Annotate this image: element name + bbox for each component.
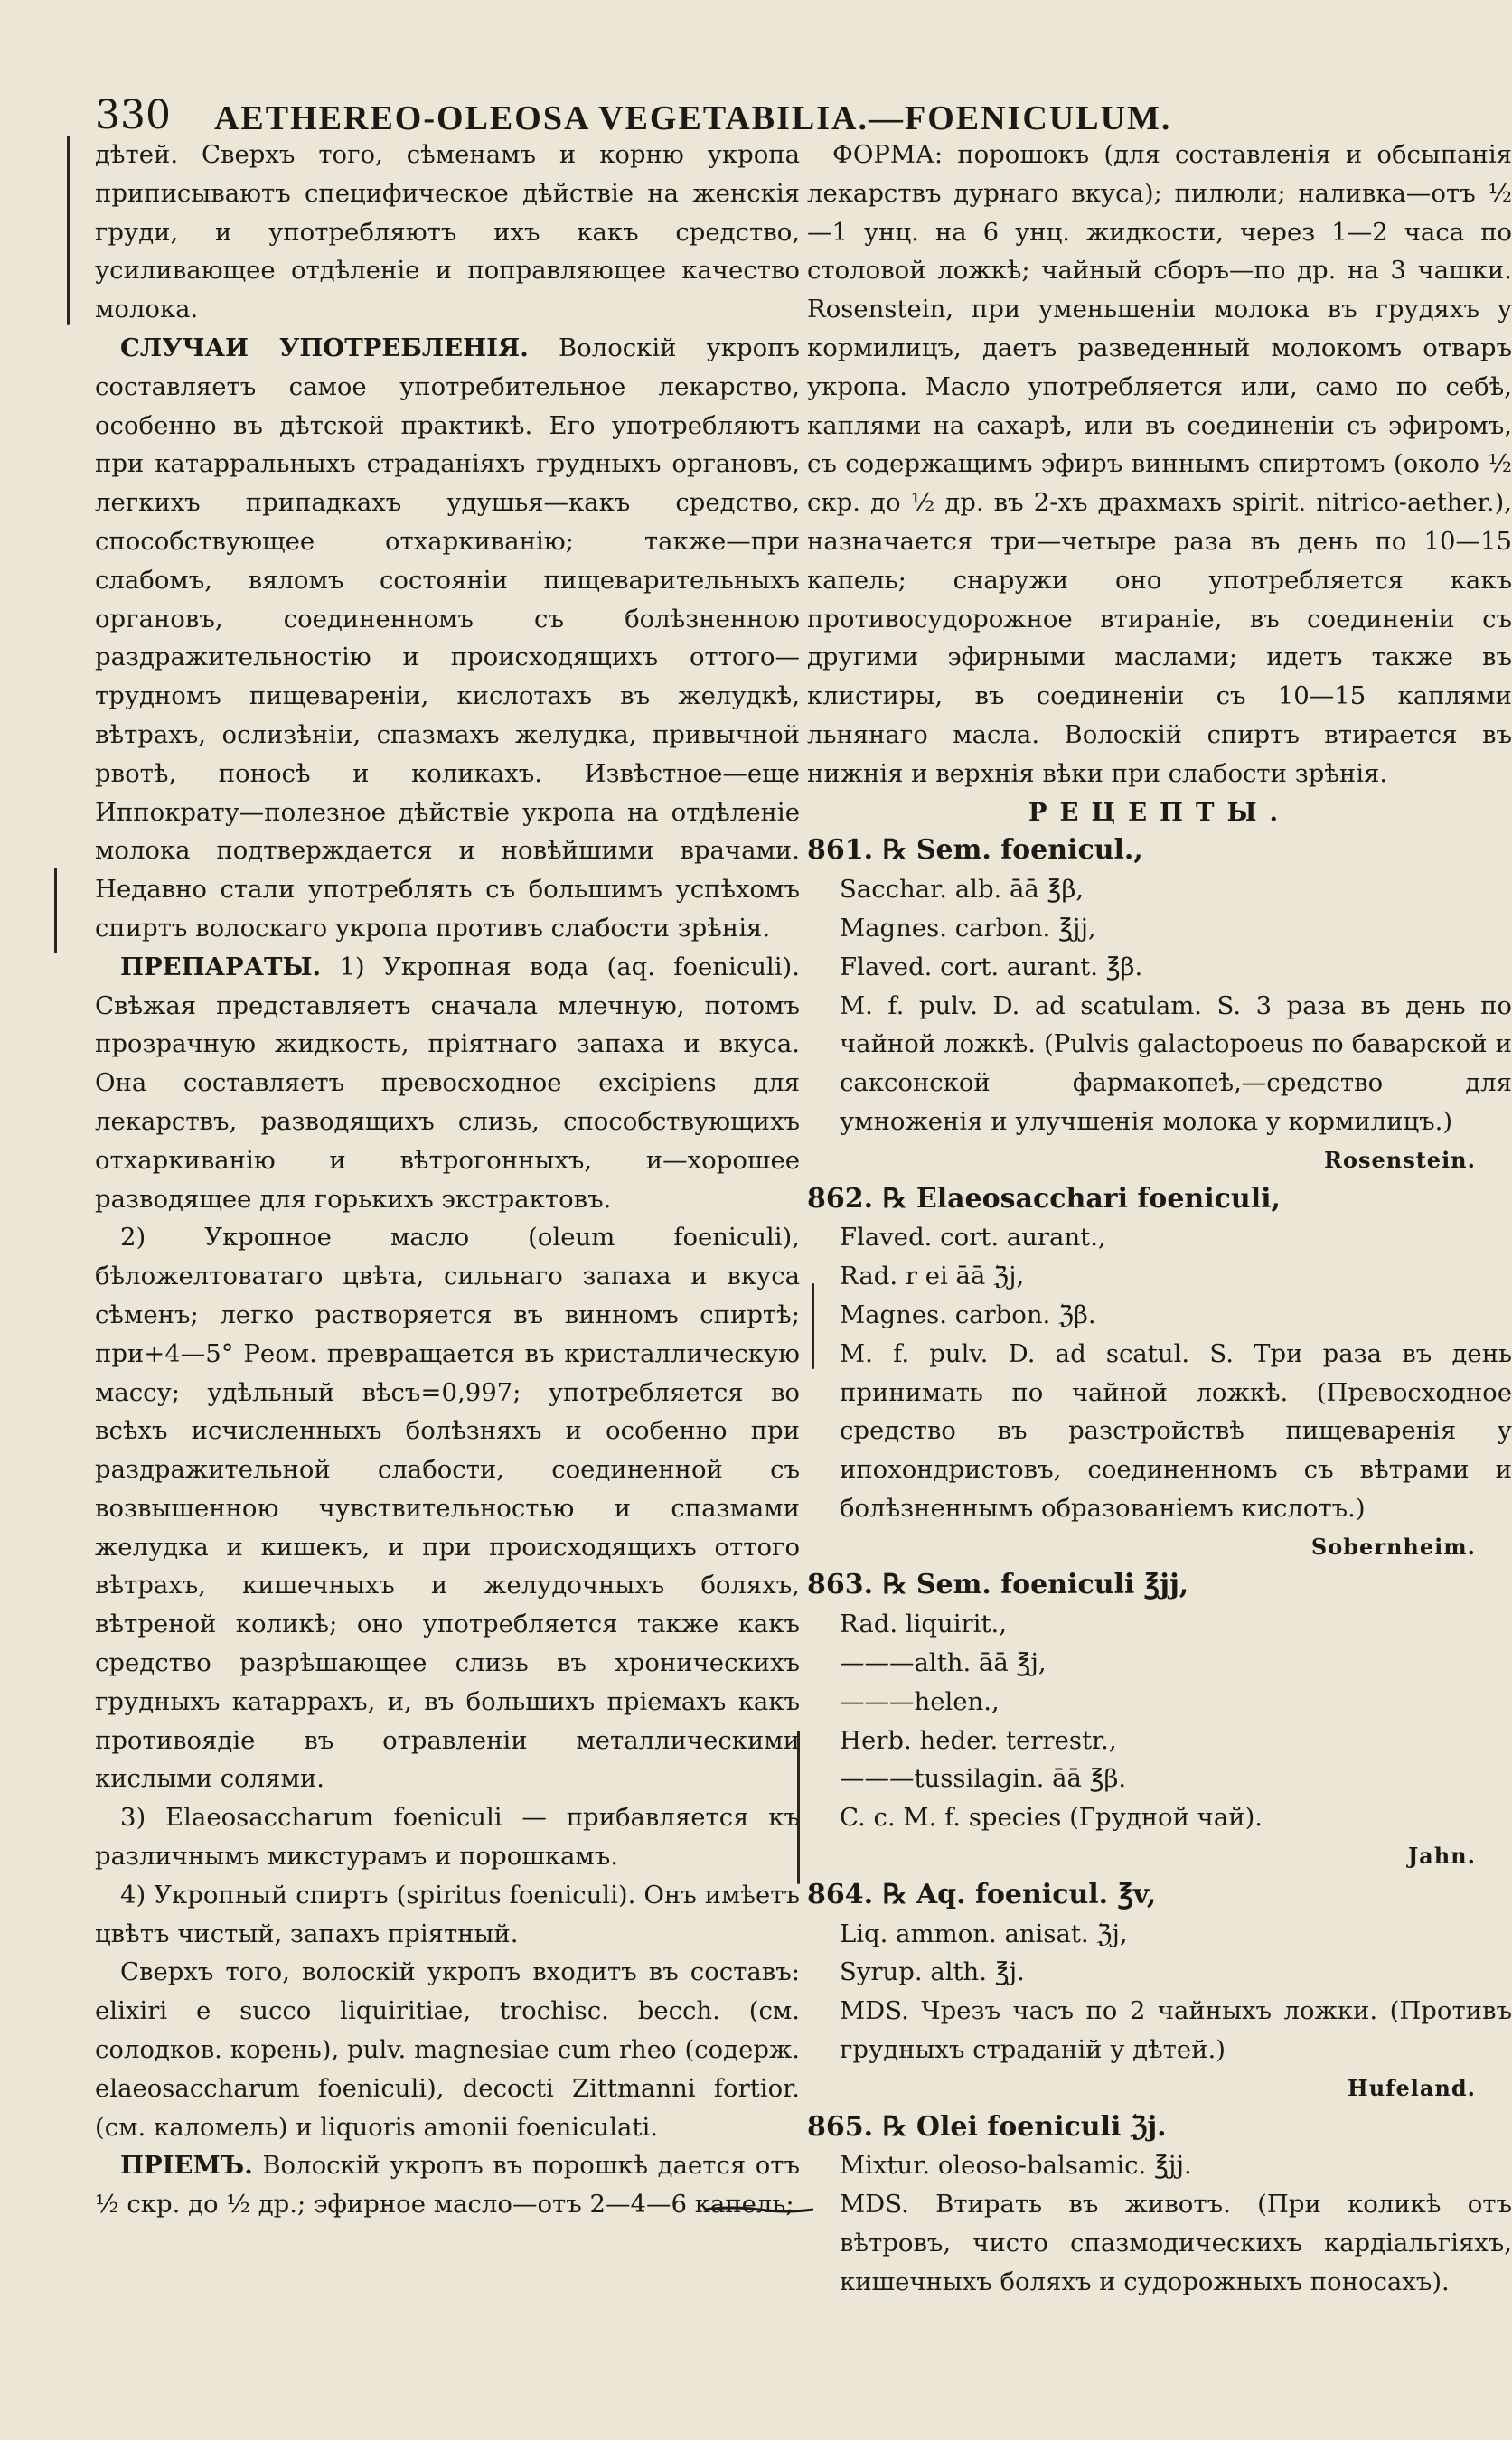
recipe-ingredient: Flaved. cort. aurant. ℥β. xyxy=(840,952,1143,981)
paragraph: ФОРМА: порошокъ (для составленія и обсыпанія лекарствъ дурнаго вкуса); пилюли; наливка—отъ ½—1 унц. на 6 унц. жидкости, через 1—2 часа по столовой ложкѣ; чайный сборъ—по др. на 3 чашки. Rosenstein, при уменьшеніи молока въ грудяхъ у кормилицъ, даетъ разведенный молокомъ отваръ укропа. Масло употребляется или, само по себѣ, каплями на сахарѣ, или въ соединеніи съ эфиромъ, съ содержащимъ эфиръ виннымъ спиртомъ (около ½ скр. до ½ др. въ 2-хъ драхмахъ spirit. nitrico-aether.), назначается три—четыре раза въ день по 10—15 капель; снаружи оно употребляется какъ противосудорожное втираніе, въ соединеніи съ другими эфирными маслами; идетъ также въ клистиры, въ соединеніи съ 10—15 каплями льнянаго масла. Волоскій спиртъ втирается въ нижнія и верхнія вѣки при слабости зрѣнія. xyxy=(807,140,1512,788)
paragraph: Сверхъ того, волоскій укропъ входитъ въ составъ: elixiri e succo liquiritiae, trochisc. becch. (см. солодков. корень), pulv. magnesiae cum rheo (содерж. elaeosaccharum foeniculi), decocti Zittmanni fortior. (см. каломель) и liquoris amonii foeniculati. xyxy=(95,1957,800,2142)
paragraph-text: Волоскій укропъ составляетъ самое употребительное лекарство, особенно въ дѣтской практикѣ. Его употребляютъ при катарральныхъ страданіяхъ грудныхъ органовъ, легкихъ припадкахъ удушья—какъ средство, способствующее отхаркиванію; также—при слабомъ, вяломъ состояніи пищеварительныхъ органовъ, соединенномъ съ болѣзненною раздражительностію и происходящихъ оттого—трудномъ пищевареніи, кислотахъ въ желудкѣ, вѣтрахъ, ослизѣніи, спазмахъ желудка, привычной рвотѣ, поносѣ и коликахъ. Извѣстное—еще Иппократу—полезное дѣйствіе укропа на отдѣленіе молока подтверждается и новѣйшими врачами. Недавно стали употреблять съ большимъ успѣхомъ спиртъ волоскаго укропа противъ слабости зрѣнія. xyxy=(95,333,800,943)
page-header xyxy=(95,70,1387,136)
section-heading: СЛУЧАИ УПОТРЕБЛЕНІЯ. xyxy=(120,333,529,362)
recipe-heading: 865. ℞ Olei foeniculi ℨj. xyxy=(807,2110,1167,2143)
recipe-ingredient: Magnes. carbon. ℥jj, xyxy=(840,913,1096,943)
section-heading: РЕЦЕПТЫ. xyxy=(1028,797,1291,827)
recipe-author: Sobernheim. xyxy=(1310,1533,1476,1560)
recipe-description: M. f. pulv. D. ad scatulam. S. 3 раза въ день по чайной ложкѣ. (Pulvis galactopoeus по баварской и саксонской фармакопеѣ,—средство для умноженія и улучшенія молока у кормилицъ.) xyxy=(840,990,1512,1136)
paragraph: 2) Укропное масло (oleum foeniculi), бѣложелтоватаго цвѣта, сильнаго запаха и вкуса сѣменъ; легко растворяется въ винномъ спиртѣ; при+4—5° Реом. превращается въ кристаллическую массу; удѣльный вѣсъ=0,997; употребляется во всѣхъ исчисленныхъ болѣзняхъ и особенно при раздражительной слабости, соединенной съ возвышенною чувствительностью и спазмами желудка и кишекъ, и при происходящихъ оттого вѣтрахъ, кишечныхъ и желудочныхъ боляхъ, вѣтреной коликѣ; оно употребляется также какъ средство разрѣшающее слизь въ хроническихъ грудныхъ катаррахъ, и, въ большихъ пріемахъ какъ противоядіе въ отравленіи металлическими кислыми солями. xyxy=(95,1223,800,1794)
recipe-ingredient: Liq. ammon. anisat. ℨj, xyxy=(840,1919,1128,1948)
paragraph-text: Волоскій укропъ въ порошкѣ дается отъ ½ скр. до ½ др.; эфирное масло—отъ 2—4—6 капель; xyxy=(95,2151,800,2219)
recipe-author: Rosenstein. xyxy=(1324,1146,1476,1173)
recipe-ingredient: Flaved. cort. aurant., xyxy=(840,1223,1106,1253)
paragraph xyxy=(95,948,800,1219)
recipe-description: M. f. pulv. D. ad scatul. S. Три раза въ день принимать по чайной ложкѣ. (Превосходное средство въ разстройствѣ пищеваренія у ипохондристовъ, соединенномъ съ вѣтрами и болѣзненнымъ образованіемъ кислотъ.) xyxy=(840,1338,1512,1523)
page-number: 330 xyxy=(95,92,171,138)
recipe-author: Hufeland. xyxy=(1348,2074,1476,2101)
recipe-ingredient: ———helen., xyxy=(840,1686,1000,1716)
recipe-author: Jahn. xyxy=(1407,1843,1476,1870)
recipe-heading: 864. ℞ Aq. foenicul. ℥v, xyxy=(807,1878,1157,1910)
paragraph: 4) Укропный спиртъ (spiritus foeniculi). Онъ имѣетъ цвѣтъ чистый, запахъ пріятный. xyxy=(95,1880,800,1948)
paragraph xyxy=(95,2146,800,2224)
paragraph: 3) Elaeosaccharum foeniculi — прибавляется къ различнымъ микстурамъ и порошкамъ. xyxy=(95,1803,800,1872)
recipe-ingredient: Herb. heder. terrestr., xyxy=(840,1725,1117,1755)
recipe-heading: 863. ℞ Sem. foeniculi ℥jj, xyxy=(807,1569,1189,1601)
section-heading: ПРЕПАРАТЫ. xyxy=(120,952,322,981)
recipe-ingredient: Rad. r ei āā ℨj, xyxy=(840,1262,1025,1291)
paragraph: дѣтей. Сверхъ того, сѣменамъ и корню укропа приписываютъ специфическое дѣйствіе на женскія груди, и употребляютъ ихъ какъ средство, усиливающее отдѣленіе и поправляющее качество молока. xyxy=(95,140,800,324)
paragraph xyxy=(95,329,800,948)
right-column xyxy=(807,136,1512,2302)
recipe-ingredient: Magnes. carbon. ℨβ. xyxy=(840,1300,1096,1329)
paragraph-text: 1) Укропная вода (aq. foeniculi). Свѣжая представляетъ сначала млечную, потомъ прозрачную жидкость, пріятнаго запаха и вкуса. Она составляетъ превосходное excipiens для лекарствъ, разводящихъ слизь, способствующихъ отхаркиванію и вѣтрогонныхъ, и—хорошее разводящее для горькихъ экстрактовъ. xyxy=(95,952,800,1214)
recipe-heading: 861. ℞ Sem. foenicul., xyxy=(807,834,1143,867)
end-ornament xyxy=(705,2205,813,2214)
recipe-description: C. c. M. f. species (Грудной чай). xyxy=(840,1803,1263,1833)
recipe-heading: 862. ℞ Elaeosacchari foeniculi, xyxy=(807,1182,1281,1215)
recipe-ingredient: ———tussilagin. āā ℥β. xyxy=(840,1764,1127,1794)
recipe-description: MDS. Чрезъ часъ по 2 чайныхъ ложки. (Противъ грудныхъ страданій у дѣтей.) xyxy=(840,1996,1512,2065)
margin-pencil-mark xyxy=(54,868,57,953)
section-heading: ПРІЕМЪ. xyxy=(120,2151,253,2181)
recipe-ingredient: Syrup. alth. ℥j. xyxy=(840,1957,1025,1987)
recipe-ingredient: Sacchar. alb. āā ℥β, xyxy=(840,875,1085,905)
recipe-ingredient: Rad. liquirit., xyxy=(840,1609,1007,1639)
recipe-ingredient: ———alth. āā ℥j, xyxy=(840,1648,1047,1678)
recipe-description: MDS. Втирать въ животъ. (При коликѣ отъ вѣтровъ, чисто спазмодическихъ кардіальгіяхъ, кишечныхъ боляхъ и судорожныхъ поносахъ). xyxy=(840,2190,1512,2296)
left-column xyxy=(95,136,800,2224)
margin-pencil-mark xyxy=(67,136,70,325)
recipe-ingredient: Mixtur. oleoso-balsamic. ℥jj. xyxy=(840,2151,1192,2181)
running-title: AETHEREO-OLEOSA VEGETABILIA.—FOENICULUM. xyxy=(213,99,1172,137)
